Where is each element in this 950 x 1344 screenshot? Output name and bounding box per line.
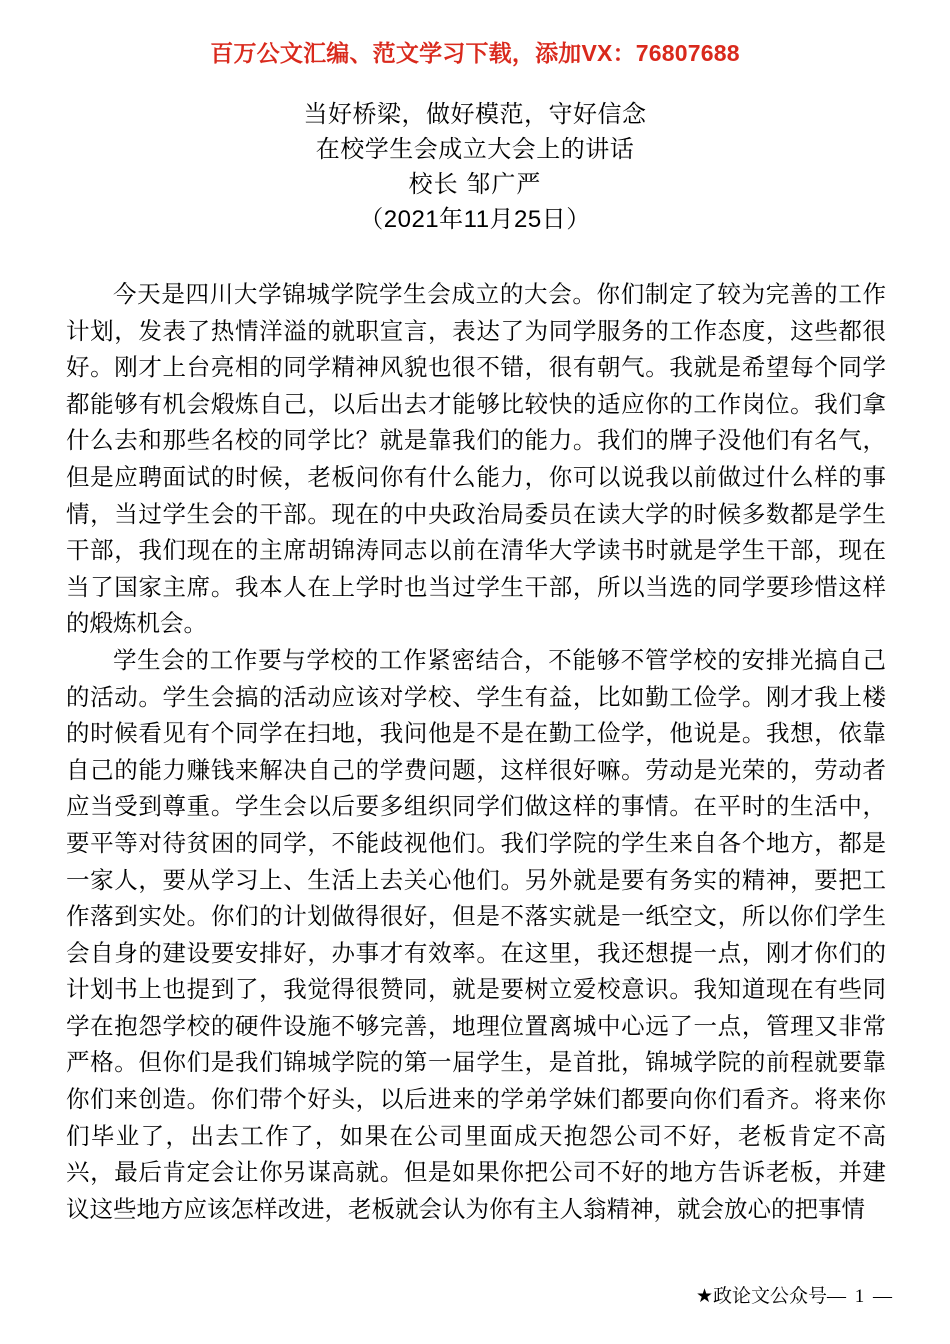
document-body: [66, 276, 886, 1227]
body-paragraph: 今天是四川大学锦城学院学生会成立的大会。你们制定了较为完善的工作计划，发表了热情洋溢的就职宣言，表达了为同学服务的工作态度，这些都很好。刚才上台亮相的同学精神风貌也很不错，很有朝气。我就是希望每个同学都能够有机会煅炼自己，以后出去才能够比较快的适应你的工作岗位。我们拿什么去和那些名校的同学比？就是靠我们的能力。我们的牌子没他们有名气，但是应聘面试的时候，老板问你有什么能力，你可以说我以前做过什么样的事情，当过学生会的干部。现在的中央政治局委员在读大学的时候多数都是学生干部，我们现在的主席胡锦涛同志以前在清华大学读书时就是学生干部，现在当了国家主席。我本人在上学时也当过学生干部，所以当选的同学要珍惜这样的煅炼机会。: [66, 281, 886, 637]
document-title-subtitle: 在校学生会成立大会上的讲话: [315, 136, 635, 163]
title-block: [0, 97, 950, 237]
page-footer: [0, 1284, 950, 1310]
body-paragraph: 学生会的工作要与学校的工作紧密结合，不能够不管学校的安排光搞自己的活动。学生会搞的活动应该对学校、学生有益，比如勤工俭学。刚才我上楼的时候看见有个同学在扫地，我问他是不是在勤工俭学，他说是。我想，依靠自己的能力赚钱来解决自己的学费问题，这样很好嘛。劳动是光荣的，劳动者应当受到尊重。学生会以后要多组织同学们做这样的事情。在平时的生活中，要平等对待贫困的同学，不能歧视他们。我们学院的学生来自各个地方，都是一家人，要从学习上、生活上去关心他们。另外就是要有务实的精神，要把工作落到实处。你们的计划做得很好，但是不落实就是一纸空文，所以你们学生会自身的建设要安排好，办事才有效率。在这里，我还想提一点，刚才你们的计划书上也提到了，我觉得很赞同，就是要树立爱校意识。我知道现在有些同学在抱怨学校的硬件设施不够完善，地理位置离城中心远了一点，管理又非常严格。但你们是我们锦城学院的第一届学生，是首批，锦城学院的前程就要靠你们来创造。你们带个好头，以后进来的学弟学妹们都要向你们看齐。将来你们毕业了，出去工作了，如果在公司里面成天抱怨公司不好，老板肯定不高兴，最后肯定会让你另谋高就。但是如果你把公司不好的地方告诉老板，并建议这些地方应该怎样改进，老板就会认为你有主人翁精神，就会放心的把事情: [66, 646, 886, 1222]
page-number: — 1 —: [827, 1286, 894, 1307]
footer-brand: ★政论文公众号: [695, 1286, 827, 1307]
promo-banner: 百万公文汇编、范文学习下载，添加VX：76807688: [210, 40, 740, 66]
document-date: （2021年11月25日）: [359, 206, 591, 233]
document-title-main: 当好桥梁，做好模范，守好信念: [303, 101, 647, 128]
document-speaker: 校长 邹广严: [408, 171, 542, 198]
